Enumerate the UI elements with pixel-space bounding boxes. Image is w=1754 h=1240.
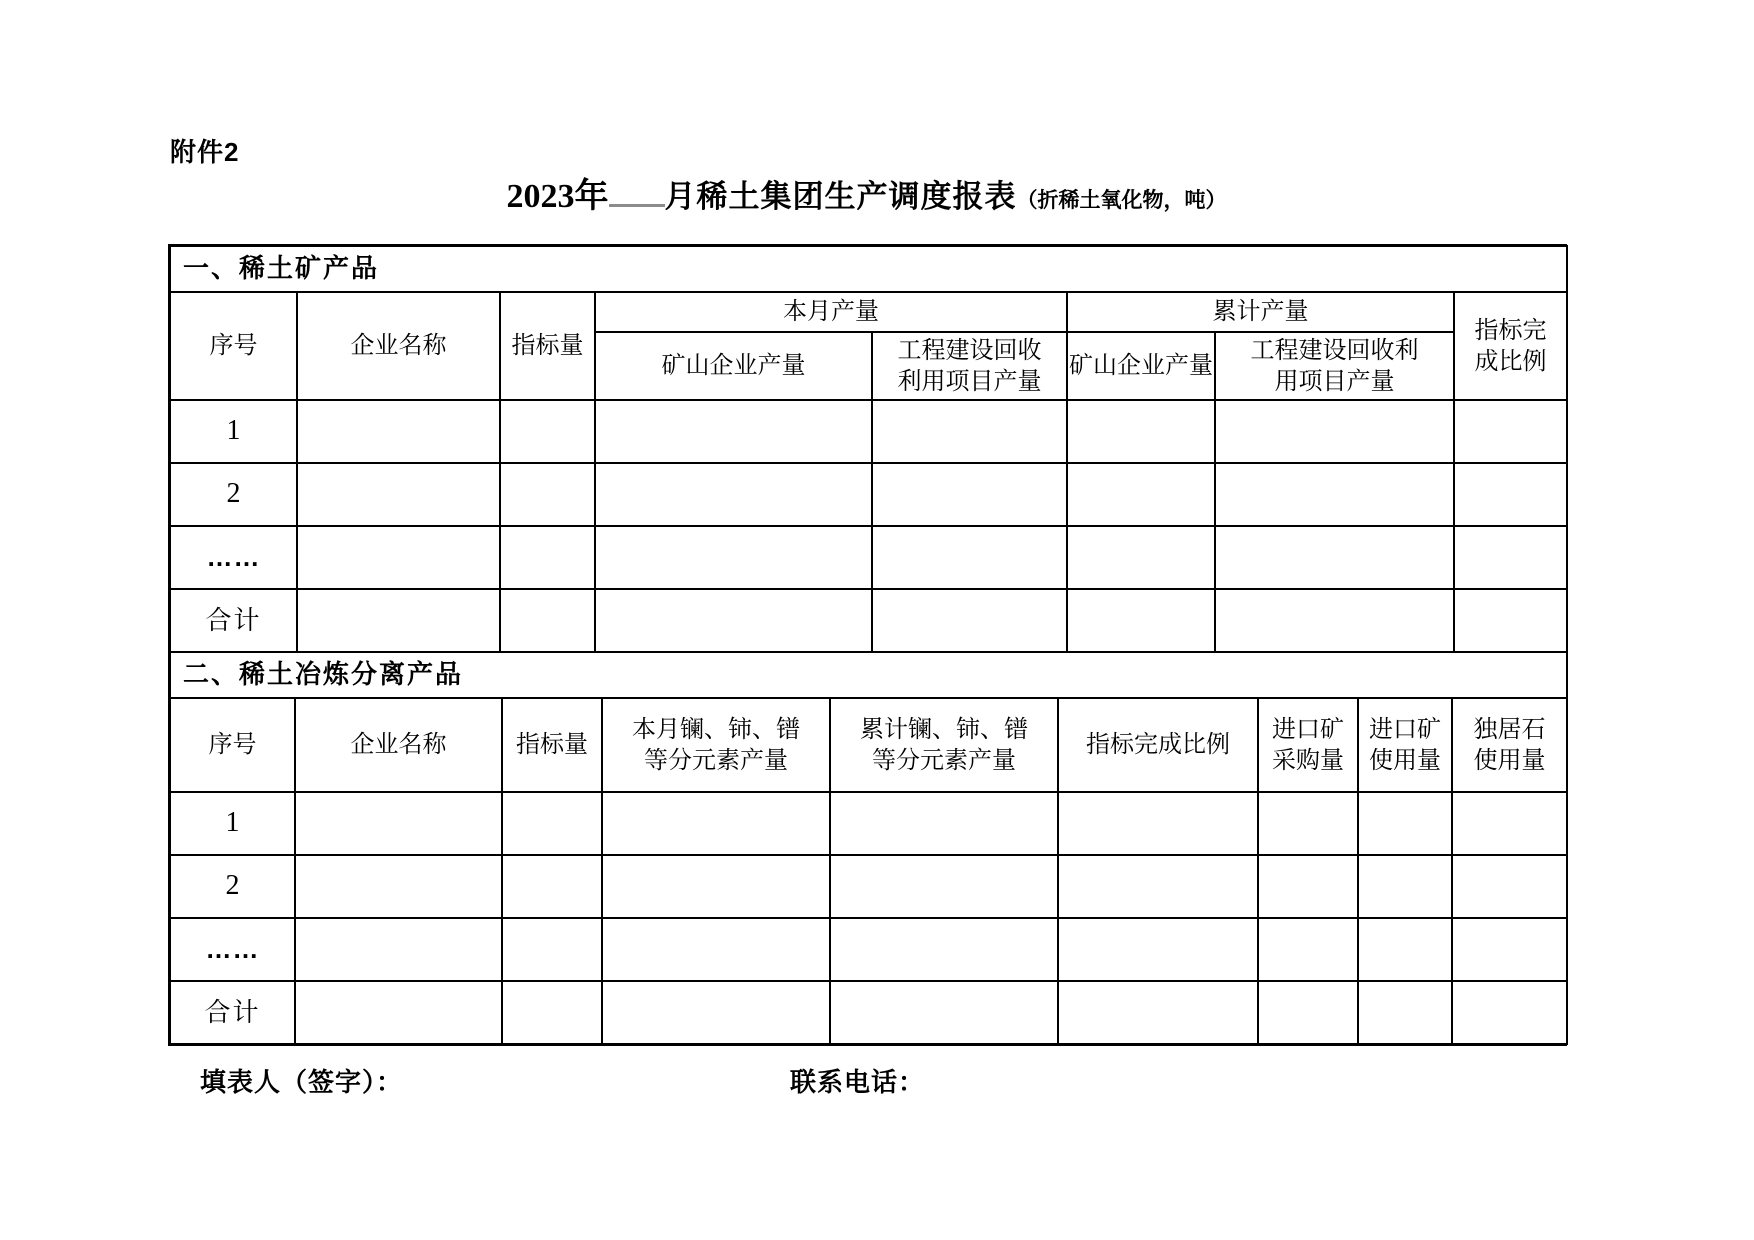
col-header-cum-mine-output: 矿山企业产量 (1067, 332, 1215, 400)
empty-cell (595, 463, 872, 526)
empty-cell (1358, 918, 1452, 981)
empty-cell (1258, 792, 1358, 855)
col-header-import-ore-use (1358, 698, 1452, 792)
empty-cell (1452, 855, 1567, 918)
empty-cell (295, 981, 502, 1044)
empty-cell (502, 981, 602, 1044)
col-group-cumulative-output: 累计产量 (1067, 292, 1454, 332)
month-elements-line1: 本月镧、铈、镨 (632, 715, 800, 743)
table-row (170, 792, 1567, 855)
row-label-cell: …… (170, 918, 295, 981)
import-use-line1: 进口矿 (1369, 715, 1441, 743)
report-table (168, 244, 1567, 1046)
table-row (170, 463, 1567, 526)
empty-cell (1454, 589, 1567, 652)
month-recycle-line1: 工程建设回收 (897, 336, 1042, 364)
row-label-cell: …… (170, 526, 297, 589)
completion-line2: 成比例 (1474, 348, 1547, 375)
col-header-quota: 指标量 (502, 698, 602, 792)
col-header-completion-ratio: 指标完成比例 (1058, 698, 1258, 792)
empty-cell (872, 463, 1067, 526)
table-row (170, 855, 1567, 918)
empty-cell (830, 918, 1058, 981)
empty-cell (1358, 792, 1452, 855)
smelting-separation-products-table (169, 651, 1568, 1045)
col-header-monazite-use (1452, 698, 1567, 792)
empty-cell (1067, 463, 1215, 526)
empty-cell (872, 526, 1067, 589)
empty-cell (1258, 855, 1358, 918)
title-note: （折稀土氧化物，吨） (1016, 189, 1227, 212)
empty-cell (830, 792, 1058, 855)
import-purchase-line2: 采购量 (1272, 747, 1344, 774)
empty-cell (1358, 855, 1452, 918)
empty-cell (1215, 526, 1454, 589)
col-header-quota: 指标量 (500, 292, 595, 400)
empty-cell (297, 463, 500, 526)
empty-cell (872, 589, 1067, 652)
title-year: 2023年 (506, 178, 609, 215)
empty-cell (297, 589, 500, 652)
empty-cell (295, 792, 502, 855)
section2-title-row (170, 652, 1567, 698)
col-header-completion-ratio (1454, 292, 1567, 400)
empty-cell (500, 400, 595, 463)
row-label-cell: 1 (170, 792, 295, 855)
empty-cell (602, 792, 830, 855)
empty-cell (1067, 400, 1215, 463)
empty-cell (500, 526, 595, 589)
empty-cell (1258, 981, 1358, 1044)
col-header-enterprise: 企业名称 (295, 698, 502, 792)
cum-elements-line1: 累计镧、铈、镨 (860, 715, 1028, 743)
row-label-cell: 1 (170, 400, 297, 463)
empty-cell (830, 855, 1058, 918)
empty-cell (500, 463, 595, 526)
empty-cell (595, 589, 872, 652)
empty-cell (1215, 400, 1454, 463)
row-label-cell: 2 (170, 463, 297, 526)
empty-cell (1058, 918, 1258, 981)
section2-header-row (170, 698, 1567, 792)
empty-cell (502, 792, 602, 855)
form-filler-signature-label: 填表人（签字）： (200, 1067, 404, 1097)
empty-cell (295, 918, 502, 981)
empty-cell (295, 855, 502, 918)
empty-cell (297, 526, 500, 589)
empty-cell (1258, 918, 1358, 981)
col-header-cum-elements-output (830, 698, 1058, 792)
table-row (170, 526, 1567, 589)
attachment-label: 附件2 (170, 137, 240, 167)
empty-cell (830, 981, 1058, 1044)
empty-cell (1452, 981, 1567, 1044)
row-label-cell: 2 (170, 855, 295, 918)
row-label-cell: 合计 (170, 981, 295, 1044)
empty-cell (602, 855, 830, 918)
empty-cell (595, 526, 872, 589)
monazite-line1: 独居石 (1473, 715, 1546, 743)
col-header-seq: 序号 (170, 698, 295, 792)
empty-cell (1454, 526, 1567, 589)
col-header-cum-recycle-output (1215, 332, 1454, 400)
completion-line1: 指标完 (1474, 316, 1547, 344)
empty-cell (1454, 463, 1567, 526)
empty-cell (1067, 589, 1215, 652)
total-row (170, 981, 1567, 1044)
section2-title: 二、稀土冶炼分离产品 (170, 652, 1567, 698)
empty-cell (1358, 981, 1452, 1044)
col-header-month-elements-output (602, 698, 830, 792)
import-use-line2: 使用量 (1369, 747, 1441, 774)
row-label-cell: 合计 (170, 589, 297, 652)
col-header-enterprise: 企业名称 (297, 292, 500, 400)
empty-cell (1058, 855, 1258, 918)
empty-cell (1215, 589, 1454, 652)
empty-cell (602, 918, 830, 981)
cum-recycle-line2: 用项目产量 (1274, 368, 1395, 395)
col-header-seq: 序号 (170, 292, 297, 400)
section1-title: 一、稀土矿产品 (170, 246, 1567, 292)
title-month-blank (609, 202, 665, 207)
empty-cell (1215, 463, 1454, 526)
empty-cell (297, 400, 500, 463)
month-recycle-line2: 利用项目产量 (897, 368, 1042, 395)
empty-cell (502, 855, 602, 918)
table-row (170, 918, 1567, 981)
col-group-month-output: 本月产量 (595, 292, 1067, 332)
cum-recycle-line1: 工程建设回收利 (1250, 336, 1419, 364)
empty-cell (500, 589, 595, 652)
cum-elements-line2: 等分元素产量 (872, 747, 1016, 774)
table-row (170, 400, 1567, 463)
total-row (170, 589, 1567, 652)
empty-cell (872, 400, 1067, 463)
empty-cell (1454, 400, 1567, 463)
rare-earth-mine-products-table (169, 245, 1568, 653)
empty-cell (595, 400, 872, 463)
col-header-import-ore-purchase (1258, 698, 1358, 792)
empty-cell (1058, 792, 1258, 855)
section1-title-row (170, 246, 1567, 292)
import-purchase-line1: 进口矿 (1272, 715, 1344, 743)
empty-cell (1452, 792, 1567, 855)
empty-cell (1058, 981, 1258, 1044)
section1-header-row-1 (170, 292, 1567, 332)
title-main: 月稀土集团生产调度报表 (664, 179, 1017, 214)
empty-cell (1067, 526, 1215, 589)
empty-cell (502, 918, 602, 981)
col-header-month-mine-output: 矿山企业产量 (595, 332, 872, 400)
empty-cell (1452, 918, 1567, 981)
month-elements-line2: 等分元素产量 (644, 747, 788, 774)
document-title (168, 168, 1565, 217)
empty-cell (602, 981, 830, 1044)
col-header-month-recycle-output (872, 332, 1067, 400)
contact-phone-label: 联系电话： (790, 1067, 926, 1097)
monazite-line2: 使用量 (1473, 747, 1546, 774)
